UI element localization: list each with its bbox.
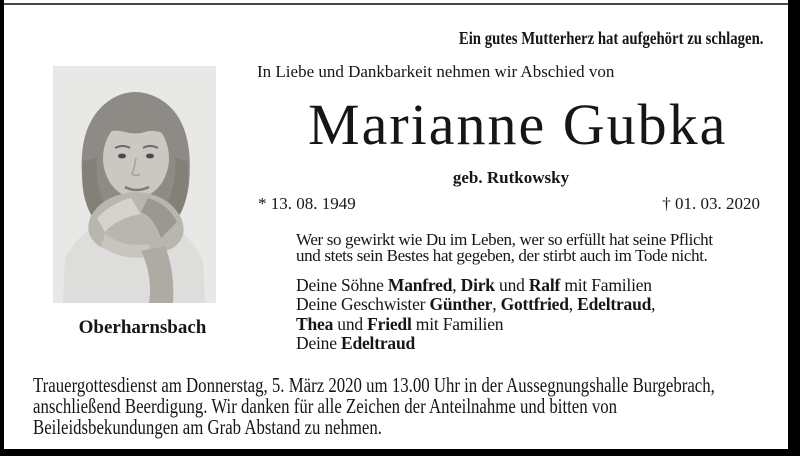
- funeral-details-line: anschließend Beerdigung. Wir danken für alle Zeichen der Anteilnahme und bitten von: [33, 394, 618, 418]
- mourner-line: Deine Edeltraud: [296, 332, 416, 353]
- funeral-details-line: Beileidsbekundungen am Grab Abstand zu nehmen.: [33, 415, 382, 439]
- scan-edge-left: [0, 0, 4, 456]
- deceased-name: Marianne Gubka: [308, 92, 728, 157]
- intro-line: In Liebe und Dankbarkeit nehmen wir Abschied von: [257, 62, 615, 81]
- life-dates: [258, 194, 760, 214]
- funeral-details-line: Trauergottesdienst am Donnerstag, 5. März 2020 um 13.00 Uhr in der Aussegnungshalle Burgebrach,: [33, 373, 715, 397]
- mourner-line: Deine Söhne Manfred, Dirk und Ralf mit Familien: [296, 275, 652, 295]
- scan-edge-right: [788, 0, 800, 456]
- mourner-line: Thea und Friedl mit Familien: [296, 313, 504, 334]
- photo-eye-left: [118, 154, 126, 159]
- funeral-details: [33, 375, 715, 438]
- mourners-list: [296, 276, 655, 353]
- place-name: Oberharnsbach: [78, 317, 207, 338]
- verse-line: und stets sein Bestes hat gegeben, der stirbt auch im Tode nicht.: [296, 246, 708, 265]
- death-date: † 01. 03. 2020: [662, 194, 760, 213]
- scan-edge-top: [4, 3, 788, 5]
- scan-edge-bottom: [0, 449, 800, 456]
- maiden-name: geb. Rutkowsky: [452, 168, 570, 187]
- portrait-photo: [53, 66, 216, 303]
- photo-eye-right: [146, 154, 154, 159]
- mourner-line: Deine Geschwister Günther, Gottfried, Edeltraud,: [296, 294, 656, 315]
- verse-line: Wer so gewirkt wie Du im Leben, wer so erfüllt hat seine Pflicht: [296, 230, 713, 249]
- memorial-verse: [296, 232, 713, 264]
- epigraph: Ein gutes Mutterherz hat aufgehört zu schlagen.: [458, 28, 763, 48]
- birth-date: * 13. 08. 1949: [258, 194, 356, 213]
